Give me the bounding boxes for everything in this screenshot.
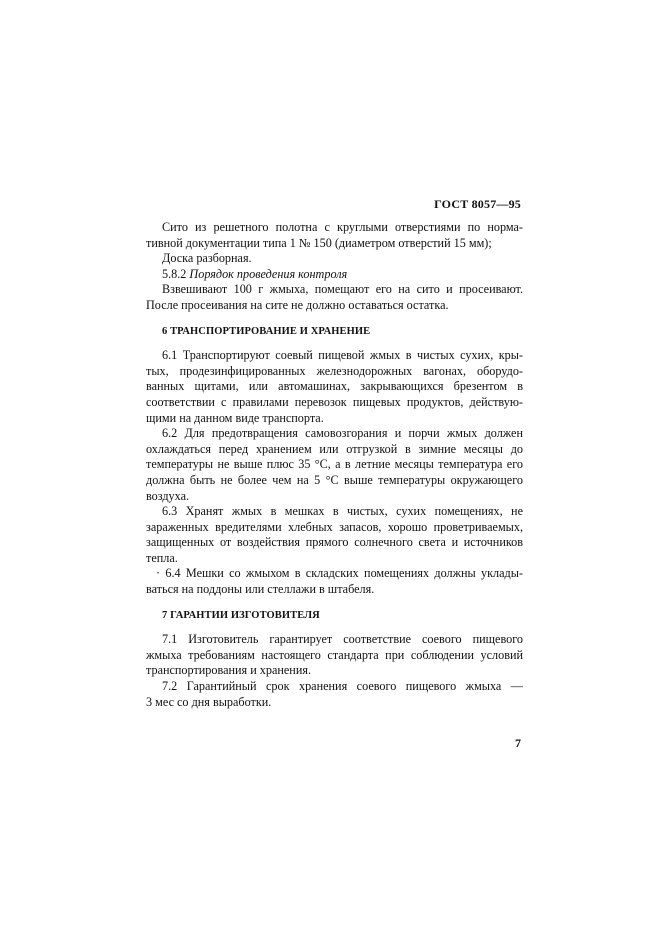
- page-number: 7: [515, 736, 521, 750]
- board-paragraph: [146, 251, 523, 267]
- section-5-8-2-title: [146, 267, 523, 283]
- text-line: соответствии с правилами перевозок пищевых продуктов, действую-: [146, 394, 523, 409]
- text-line: · 6.4 Мешки со жмыхом в складских помещениях должны уклады-: [156, 566, 523, 581]
- text-line: Взвешивают 100 г жмыха, помещают его на сито и просеивают.: [162, 282, 523, 297]
- text-line: После просеивания на сите не должно оставаться остатка.: [146, 297, 449, 312]
- paragraph-6-1: [146, 348, 523, 426]
- sieve-paragraph: [146, 220, 523, 251]
- paragraph-7-1: [146, 632, 523, 679]
- text-line: 6.1 Транспортируют соевый пищевой жмых в чистых сухих, кры-: [162, 348, 523, 363]
- text-line: 3 мес со дня выработки.: [146, 694, 272, 709]
- text-line: жмыха требованиям настоящего стандарта при соблюдении условий: [146, 647, 523, 662]
- text-line: охлаждаться перед хранением или отгрузкой в зимние месяцы до: [146, 441, 523, 456]
- section-7-heading: 7 ГАРАНТИИ ИЗГОТОВИТЕЛЯ: [162, 609, 320, 621]
- text-line: 6.2 Для предотвращения самовозгорания и порчи жмых должен: [162, 426, 523, 441]
- text-line: должна быть не более чем на 5 °С выше температуры окружающего: [146, 472, 523, 487]
- text-line: 6.3 Хранят жмых в мешках в чистых, сухих помещениях, не: [162, 504, 523, 519]
- text-line: ванных щитами, или автомашинах, закрывающихся брезентом в: [146, 379, 523, 394]
- text-line: Доска разборная.: [162, 251, 252, 266]
- section-number: 5.8.2: [162, 266, 187, 281]
- paragraph-6-2: [146, 426, 523, 504]
- text-line: зараженных вредителями хлебных запасов, хорошо проветриваемых,: [146, 519, 523, 534]
- standard-header: ГОСТ 8057—95: [434, 197, 521, 211]
- text-line: щими на данном виде транспорта.: [146, 410, 324, 425]
- text-line: ваться на поддоны или стеллажи в штабеля.: [146, 582, 375, 597]
- text-line: 7.2 Гарантийный срок хранения соевого пищевого жмыха —: [162, 679, 523, 694]
- text-line: воздуха.: [146, 488, 190, 503]
- paragraph-6-3: [146, 504, 523, 566]
- document-body: [146, 220, 523, 710]
- section-5-8-2-text: [146, 282, 523, 313]
- paragraph-7-2: [146, 679, 523, 710]
- text-line: транспортирования и хранения.: [146, 663, 311, 678]
- text-line: защищенных от воздействия прямого солнечного света и источников: [146, 535, 523, 550]
- text-line: тепла.: [146, 550, 178, 565]
- text-line: тых, продезинфицированных железнодорожных вагонах, оборудо-: [146, 363, 523, 378]
- paragraph-6-4: [146, 566, 523, 597]
- text-line: Сито из решетного полотна с круглыми отверстиями по норма-: [162, 220, 523, 234]
- section-6-heading: 6 ТРАНСПОРТИРОВАНИЕ И ХРАНЕНИЕ: [162, 325, 371, 337]
- section-title: Порядок проведения контроля: [189, 266, 348, 281]
- text-line: 7.1 Изготовитель гарантирует соответствие соевого пищевого: [162, 632, 523, 647]
- text-line: температуры не выше плюс 35 °С, а в летние месяцы температура его: [146, 457, 523, 472]
- text-line: тивной документации типа 1 № 150 (диаметром отверстий 15 мм);: [146, 235, 492, 250]
